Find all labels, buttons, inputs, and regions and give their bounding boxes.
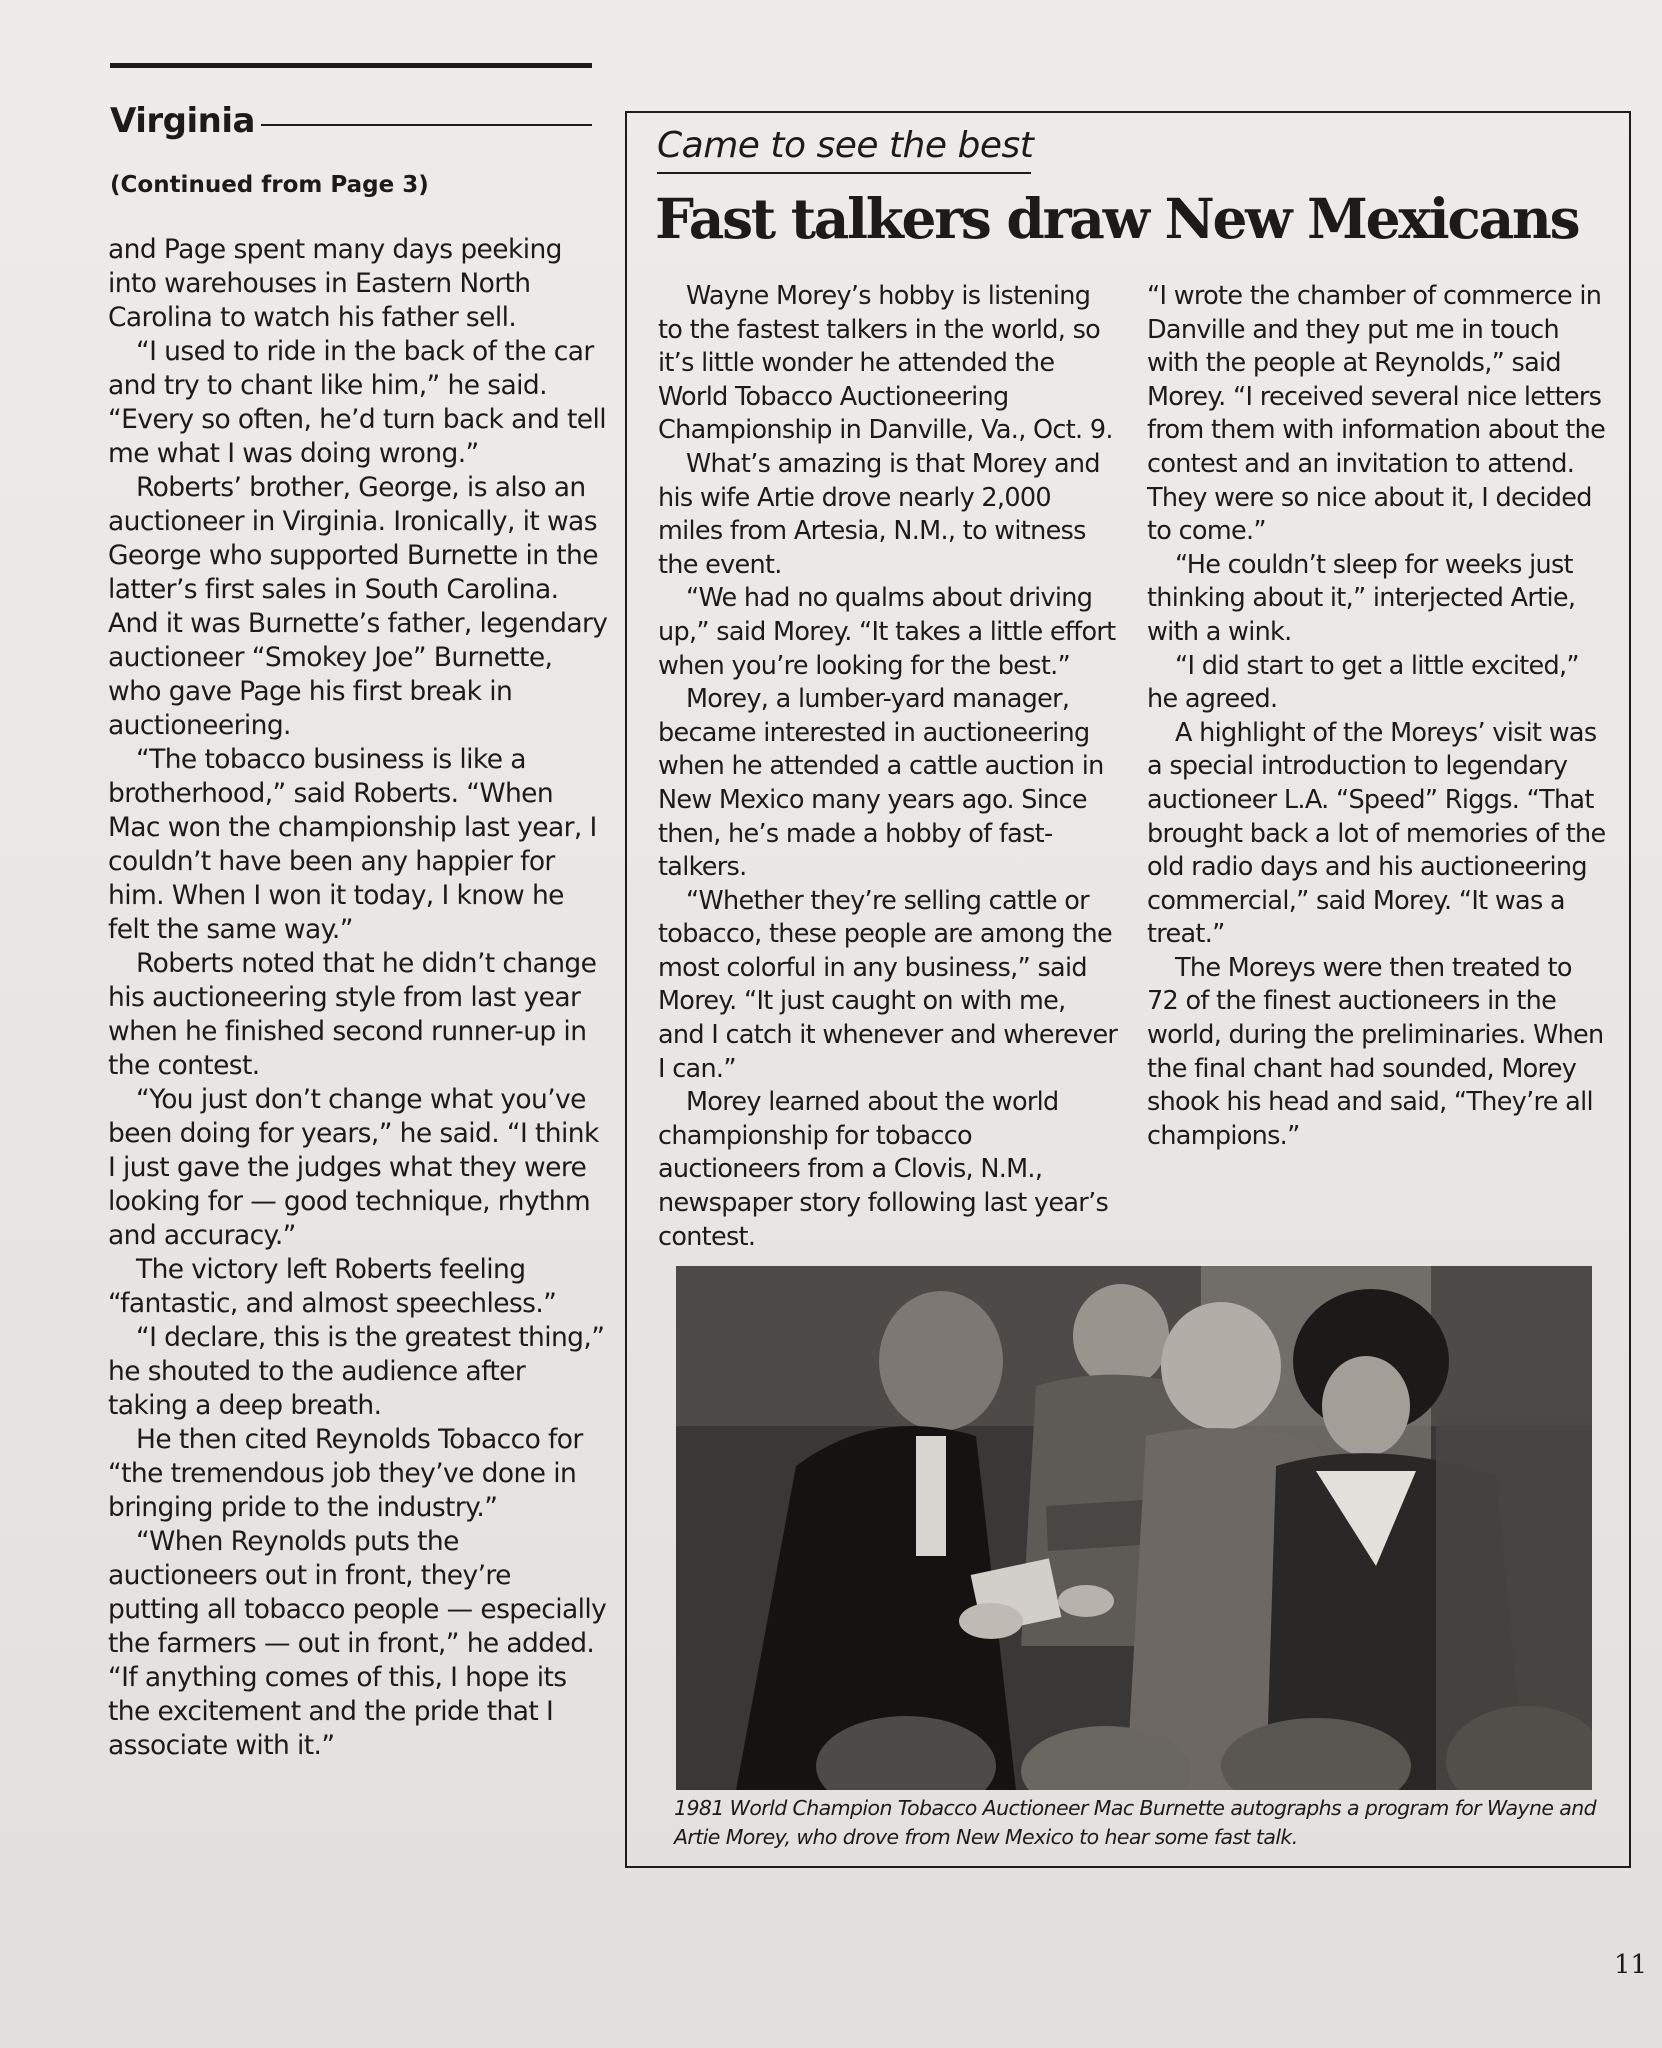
paragraph: Roberts noted that he didn’t change his auctioneering style from last year when he finished second runner-up in the contest. (108, 948, 597, 1081)
top-rule (110, 63, 592, 68)
paragraph: What’s amazing is that Morey and his wife Artie drove nearly 2,000 miles from Artesia, N.M., to witness the event. (658, 448, 1100, 580)
sidebar-column-2 (1147, 280, 1607, 1153)
paragraph: Morey learned about the world championship for tobacco auctioneers from a Clovis, N.M., newspaper story following last year’s contest. (658, 1087, 1109, 1252)
left-column (108, 233, 608, 1763)
paragraph: The victory left Roberts feeling “fantastic, and almost speechless.” (108, 1254, 557, 1319)
photo-illustration (676, 1266, 1592, 1790)
paragraph: Morey, a lumber-yard manager, became interested in auctioneering when he attended a cattle auction in New Mexico many years ago. Since then, he’s made a hobby of fast-talkers. (658, 684, 1104, 883)
paragraph: “Whether they’re selling cattle or tobacco, these people are among the most colorful in any business,” said Morey. “It just caught on with me, and I catch it whenever and wherever I can.” (658, 885, 1118, 1084)
paragraph: “The tobacco business is like a brotherhood,” said Roberts. “When Mac won the championship last year, I couldn’t have been any happier for him. When I won it today, I know he felt the same way.” (108, 744, 597, 945)
paragraph: “I wrote the chamber of commerce in Danville and they put me in touch with the people at Reynolds,” said Morey. “I received several nice letters from them with information about the contest and an invitation to attend. They were so nice about it, I decided to come.” (1147, 281, 1606, 547)
section-rule (261, 124, 592, 126)
sidebar-headline: Fast talkers draw New Mexicans (655, 186, 1579, 251)
paragraph: “He couldn’t sleep for weeks just thinking about it,” interjected Artie, with a wink. (1147, 549, 1576, 647)
section-header (110, 101, 592, 141)
paragraph: Wayne Morey’s hobby is listening to the fastest talkers in the world, so it’s little wonder he attended the World Tobacco Auctioneering Championship in Danville, Va., Oct. 9. (658, 281, 1113, 446)
paragraph: A highlight of the Moreys’ visit was a special introduction to legendary auctioneer L.A. “Speed” Riggs. “That brought back a lot of memories of the old radio days and his auctioneering commercial,” said Morey. “It was a treat.” (1147, 717, 1606, 950)
news-photo (676, 1266, 1592, 1790)
paragraph: “I did start to get a little excited,” he agreed. (1147, 650, 1579, 715)
paragraph: “You just don’t change what you’ve been doing for years,” he said. “I think I just gave the judges what they were looking for — good technique, rhythm and accuracy.” (108, 1084, 599, 1251)
photo-caption: 1981 World Champion Tobacco Auctioneer Mac Burnette autographs a program for Wayne and Artie Morey, who drove from New Mexico to hear some fast talk. (674, 1796, 1597, 1849)
paragraph: “I used to ride in the back of the car and try to chant like him,” he said. “Every so often, he’d turn back and tell me what I was doing wrong.” (108, 336, 607, 469)
paragraph: Roberts’ brother, George, is also an auctioneer in Virginia. Ironically, it was George who supported Burnette in the latter’s first sales in South Carolina. And it was Burnette’s father, legendary auctioneer “Smokey Joe” Burnette, who gave Page his first break in auctioneering. (108, 472, 608, 741)
sidebar-column-1 (658, 280, 1118, 1254)
section-title: Virginia (110, 101, 255, 141)
continued-note: (Continued from Page 3) (110, 172, 429, 198)
paragraph: “When Reynolds puts the auctioneers out in front, they’re putting all tobacco people — especially the farmers — out in front,” he added. “If anything comes of this, I hope its the excitement and the pride that I associate with it.” (108, 1526, 607, 1761)
paragraph: “I declare, this is the greatest thing,” he shouted to the audience after taking a deep breath. (108, 1322, 605, 1421)
paragraph: He then cited Reynolds Tobacco for “the tremendous job they’ve done in bringing pride to the industry.” (108, 1424, 583, 1523)
paragraph: The Moreys were then treated to 72 of the finest auctioneers in the world, during the preliminaries. When the final chant had sounded, Morey shook his head and said, “They’re all champions.” (1147, 952, 1604, 1151)
page-number: 11 (1614, 1950, 1648, 1980)
sidebar-kicker: Came to see the best (657, 125, 1034, 166)
paragraph: and Page spent many days peeking into warehouses in Eastern North Carolina to watch his father sell. (108, 234, 562, 333)
kicker-rule (657, 172, 1031, 174)
paragraph: “We had no qualms about driving up,” said Morey. “It takes a little effort when you’re looking for the best.” (658, 583, 1116, 681)
